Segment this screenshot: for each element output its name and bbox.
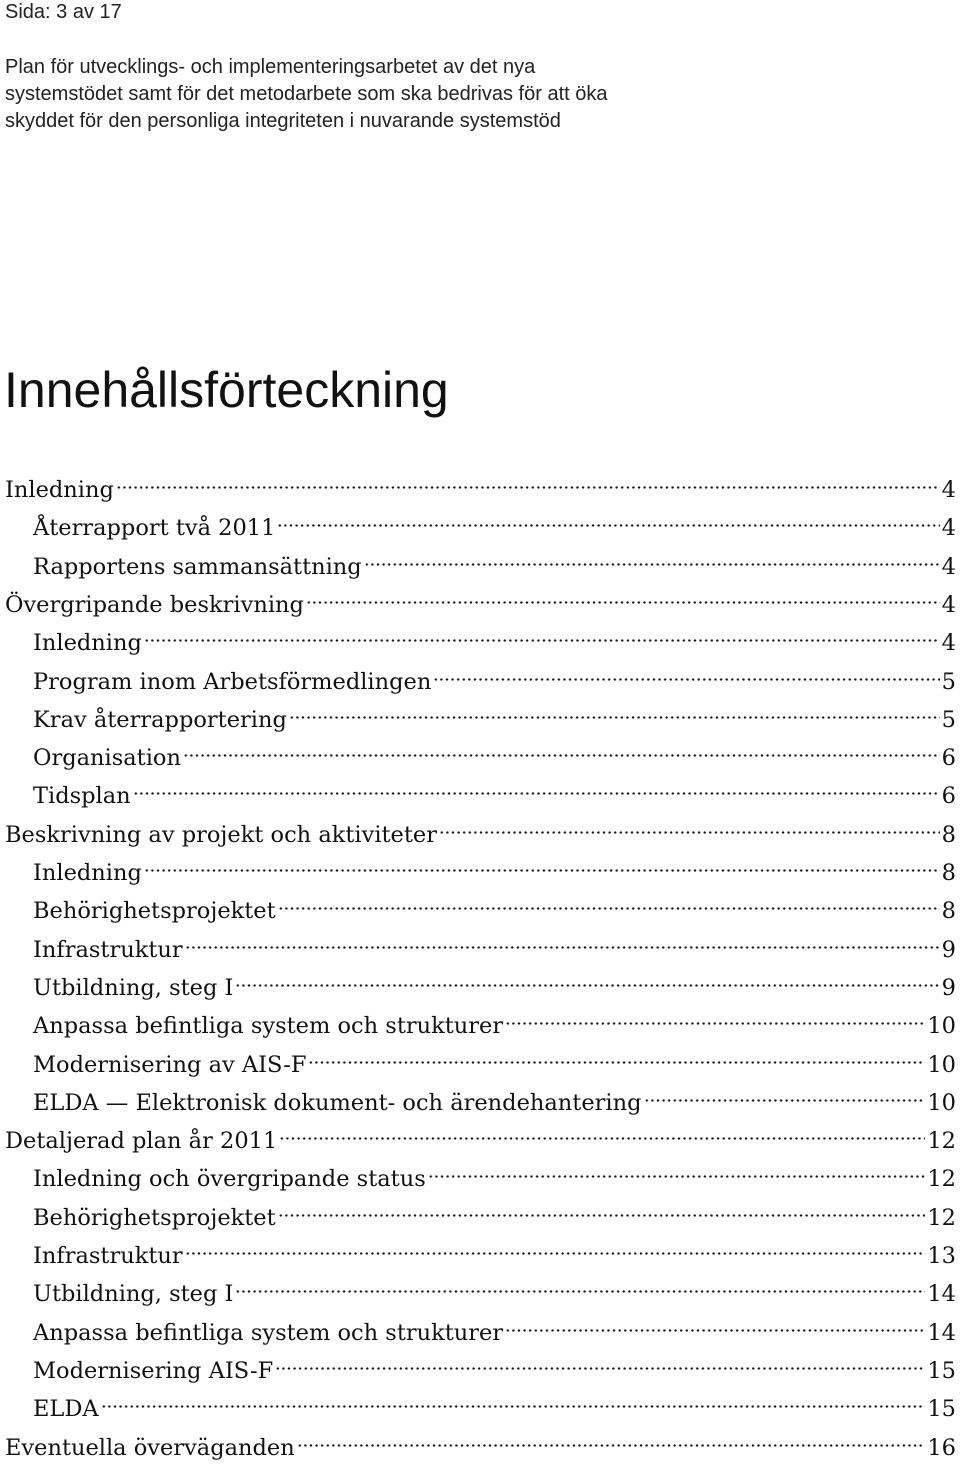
toc-entry-page: 15: [927, 1357, 956, 1384]
toc-entry[interactable]: [33, 1229, 956, 1269]
toc-entry-page: 4: [941, 553, 956, 580]
toc-entry-title: ELDA: [33, 1396, 99, 1423]
toc-dot-leader: [277, 501, 939, 535]
toc-entry[interactable]: [33, 693, 956, 733]
toc-entry[interactable]: [33, 1038, 956, 1078]
toc-entry[interactable]: [5, 808, 956, 848]
toc-dot-leader: [101, 1382, 926, 1416]
toc-entry-title: Inledning: [5, 477, 114, 503]
toc-entry-title: Krav återrapportering: [33, 706, 287, 733]
toc-dot-leader: [505, 999, 925, 1033]
toc-entry-title: Inledning: [33, 630, 142, 657]
toc-entry-page: 6: [941, 783, 956, 810]
toc-entry-page: 12: [927, 1166, 956, 1193]
toc-entry[interactable]: [33, 540, 956, 580]
toc-entry-title: Modernisering AIS-F: [33, 1357, 274, 1384]
toc-entry[interactable]: [33, 616, 956, 657]
toc-heading: Innehållsförteckning: [4, 362, 449, 418]
document-subtitle: [5, 54, 885, 135]
toc-entry-title: Behörighetsprojektet: [33, 898, 276, 925]
toc-entry-page: 8: [941, 860, 956, 886]
toc-entry-title: Övergripande beskrivning: [5, 591, 304, 618]
toc-entry-title: Program inom Arbetsförmedlingen: [33, 668, 432, 695]
toc-entry-page: 8: [941, 821, 956, 848]
toc-entry-title: ELDA — Elektronisk dokument- och ärendehantering: [33, 1089, 642, 1116]
toc-entry-page: 12: [927, 1204, 956, 1231]
subtitle-line: systemstödet samt för det metodarbete som ska bedrivas för att öka: [5, 83, 608, 105]
toc-entry-title: Infrastruktur: [33, 1243, 183, 1269]
toc-entry-title: Tidsplan: [33, 783, 131, 810]
toc-entry-title: Behörighetsprojektet: [33, 1204, 276, 1231]
toc-entry-page: 14: [927, 1319, 956, 1346]
toc-dot-leader: [439, 808, 940, 842]
toc-entry-page: 12: [927, 1128, 956, 1155]
toc-entry-title: Utbildning, steg I: [33, 1281, 234, 1308]
toc-entry-page: 10: [927, 1013, 956, 1040]
toc-dot-leader: [644, 1076, 926, 1110]
toc-entry-title: Eventuella överväganden: [5, 1434, 295, 1461]
toc-entry[interactable]: [5, 463, 956, 503]
toc-entry[interactable]: [33, 1152, 956, 1193]
toc-dot-leader: [308, 1038, 925, 1072]
toc-dot-leader: [289, 693, 940, 727]
toc-dot-leader: [279, 1114, 925, 1148]
toc-entry[interactable]: [5, 578, 956, 618]
toc-entry[interactable]: [33, 1344, 956, 1384]
toc-entry-title: Beskrivning av projekt och aktiviteter: [5, 821, 437, 848]
toc-dot-leader: [306, 578, 940, 612]
toc-entry[interactable]: [33, 731, 956, 772]
toc-entry[interactable]: [33, 923, 956, 963]
toc-dot-leader: [428, 1152, 926, 1186]
toc-entry[interactable]: [33, 1267, 956, 1308]
toc-entry[interactable]: [33, 846, 956, 886]
toc-entry-page: 4: [941, 591, 956, 618]
toc-entry-page: 9: [941, 936, 956, 963]
toc-dot-leader: [235, 961, 939, 995]
toc-dot-leader: [235, 1267, 925, 1301]
toc-entry[interactable]: [33, 999, 956, 1040]
toc-entry[interactable]: [33, 655, 956, 695]
toc-dot-leader: [183, 731, 940, 765]
toc-entry-page: 10: [927, 1051, 956, 1078]
subtitle-line: skyddet för den personliga integriteten i nuvarande systemstöd: [5, 110, 561, 132]
toc-entry[interactable]: [33, 769, 956, 810]
toc-entry-title: Inledning och övergripande status: [33, 1166, 426, 1193]
toc-entry-title: Återrapport två 2011: [33, 515, 276, 542]
toc-entry-title: Anpassa befintliga system och strukturer: [33, 1013, 504, 1040]
toc-entry-page: 10: [927, 1089, 956, 1116]
toc-entry-title: Organisation: [33, 745, 181, 772]
toc-entry-page: 5: [941, 706, 956, 733]
toc-dot-leader: [433, 655, 939, 689]
toc-entry-page: 4: [941, 515, 956, 542]
toc-dot-leader: [185, 1229, 926, 1263]
toc-entry-page: 8: [941, 898, 956, 925]
toc-entry-title: Anpassa befintliga system och strukturer: [33, 1319, 504, 1346]
toc-entry-title: Utbildning, steg I: [33, 974, 234, 1001]
toc-dot-leader: [278, 1191, 926, 1225]
toc-entry-page: 9: [941, 974, 956, 1001]
toc-entry-page: 13: [927, 1243, 956, 1269]
toc-entry-title: Modernisering av AIS-F: [33, 1051, 307, 1078]
toc-entry-page: 4: [941, 477, 956, 503]
toc-dot-leader: [144, 846, 940, 880]
toc-entry[interactable]: [5, 1114, 956, 1155]
subtitle-line: Plan för utvecklings- och implementeringsarbetet av det nya: [5, 56, 536, 78]
toc-entry-title: Rapportens sammansättning: [33, 553, 362, 580]
toc-entry-page: 5: [941, 668, 956, 695]
toc-entry[interactable]: [33, 1382, 956, 1423]
toc-dot-leader: [185, 923, 940, 957]
toc-dot-leader: [275, 1344, 925, 1378]
toc-dot-leader: [116, 463, 940, 497]
toc-entry[interactable]: [33, 1191, 956, 1231]
toc-dot-leader: [297, 1421, 926, 1455]
toc-entry-title: Detaljerad plan år 2011: [5, 1128, 278, 1155]
toc-entry[interactable]: [33, 961, 956, 1001]
toc-entry[interactable]: [33, 1306, 956, 1346]
toc-dot-leader: [364, 540, 940, 574]
toc-entry[interactable]: [33, 884, 956, 925]
toc-dot-leader: [133, 769, 940, 803]
toc-dot-leader: [505, 1306, 925, 1340]
toc-entry[interactable]: [5, 1421, 956, 1461]
toc-entry-title: Inledning: [33, 860, 142, 886]
toc-entry-page: 16: [927, 1434, 956, 1461]
toc-entry[interactable]: [33, 501, 956, 542]
toc-entry-title: Infrastruktur: [33, 936, 183, 963]
toc-entry[interactable]: [33, 1076, 956, 1116]
toc-entry-page: 14: [927, 1281, 956, 1308]
toc-dot-leader: [278, 884, 940, 918]
page-number: Sida: 3 av 17: [5, 1, 122, 23]
toc-entry-page: 4: [941, 630, 956, 657]
toc-entry-page: 6: [941, 745, 956, 772]
toc-entry-page: 15: [927, 1396, 956, 1423]
toc-dot-leader: [144, 616, 940, 650]
